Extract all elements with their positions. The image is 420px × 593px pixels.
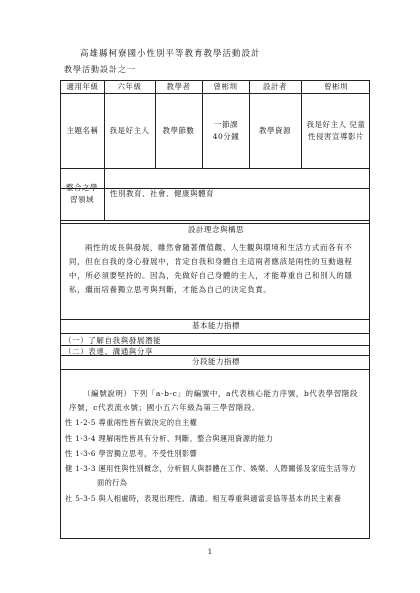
design-number: 教學活動設計之一 [64, 65, 136, 74]
indicator-item: 性 1-3-4 理解兩性皆具有分析、判斷、整合與運用資源的能力 [65, 434, 274, 443]
periods-value: 一節課 40分鐘 [212, 119, 240, 141]
periods-label: 教學節數 [162, 125, 195, 135]
domain-value: 性別教育、社會、健康與體育 [110, 189, 214, 198]
domain-label: 整合之學習領域 [66, 183, 98, 204]
resources-value: 我是好主人 兒童性侵害宣導影片 [306, 119, 366, 141]
indicator-item: 社 5-3-5 與人相處時，表現出理性、溝通、相互尊重與適當妥協等基本的民主素養 [65, 494, 342, 503]
concept-header: 設計理念與構思 [188, 225, 244, 234]
designer-label: 設計者 [263, 82, 287, 91]
stage-header: 分段能力指標 [192, 357, 240, 366]
page-number: 1 [207, 548, 213, 556]
indicator-item: 性 1-2-5 尊重兩性皆有做決定的自主權 [65, 418, 198, 427]
teacher-label: 教學者 [166, 82, 191, 91]
basic-item: （二）表達、溝通與分享 [64, 347, 154, 356]
topic-value: 我是好主人 [109, 125, 150, 135]
indicator-item: 性 1-3-6 學習獨立思考，不受性別影響 [65, 449, 198, 458]
teacher-value: 曾彬圳 [213, 82, 238, 91]
basic-header: 基本能力指標 [192, 321, 240, 330]
resources-label: 教學資源 [259, 125, 291, 135]
concept-text: 兩性的成長與發展，雖然會隨著價值觀、人生觀與環境和生活方式而各有不同，但在自我的身心發展中，肯定自我和身體自主這兩者應該是兩性的互動過程中，所必須要堅持的。因為，先做好自己身體的主人，才能尊重自己和別人的隱私，繼而培養獨立思考與判斷，才能為自己的決定負責。 [69, 243, 353, 294]
designer-value: 曾彬圳 [324, 82, 348, 91]
topic-label: 主題名稱 [66, 125, 99, 135]
grade-value: 六年級 [117, 82, 142, 91]
basic-item: （一）了解自我與發展潛能 [64, 336, 162, 345]
lesson-plan-table [60, 80, 370, 539]
page-title: 高雄縣柯寮國小性別平等教育教學活動設計 [80, 49, 261, 59]
grade-label: 適用年級 [66, 82, 99, 91]
stage-note: （編號說明）下列「a-b-c」的編號中，a代表核心能力序號，b代表學習階段序號，c代表流水號；國小五六年級為第三學習階段。 [69, 389, 359, 412]
indicator-item: 健 1-3-3 運用性與性別概念，分析個人與群體在工作、娛樂、人際關係及家庭生活等方面的行為 [65, 464, 357, 487]
